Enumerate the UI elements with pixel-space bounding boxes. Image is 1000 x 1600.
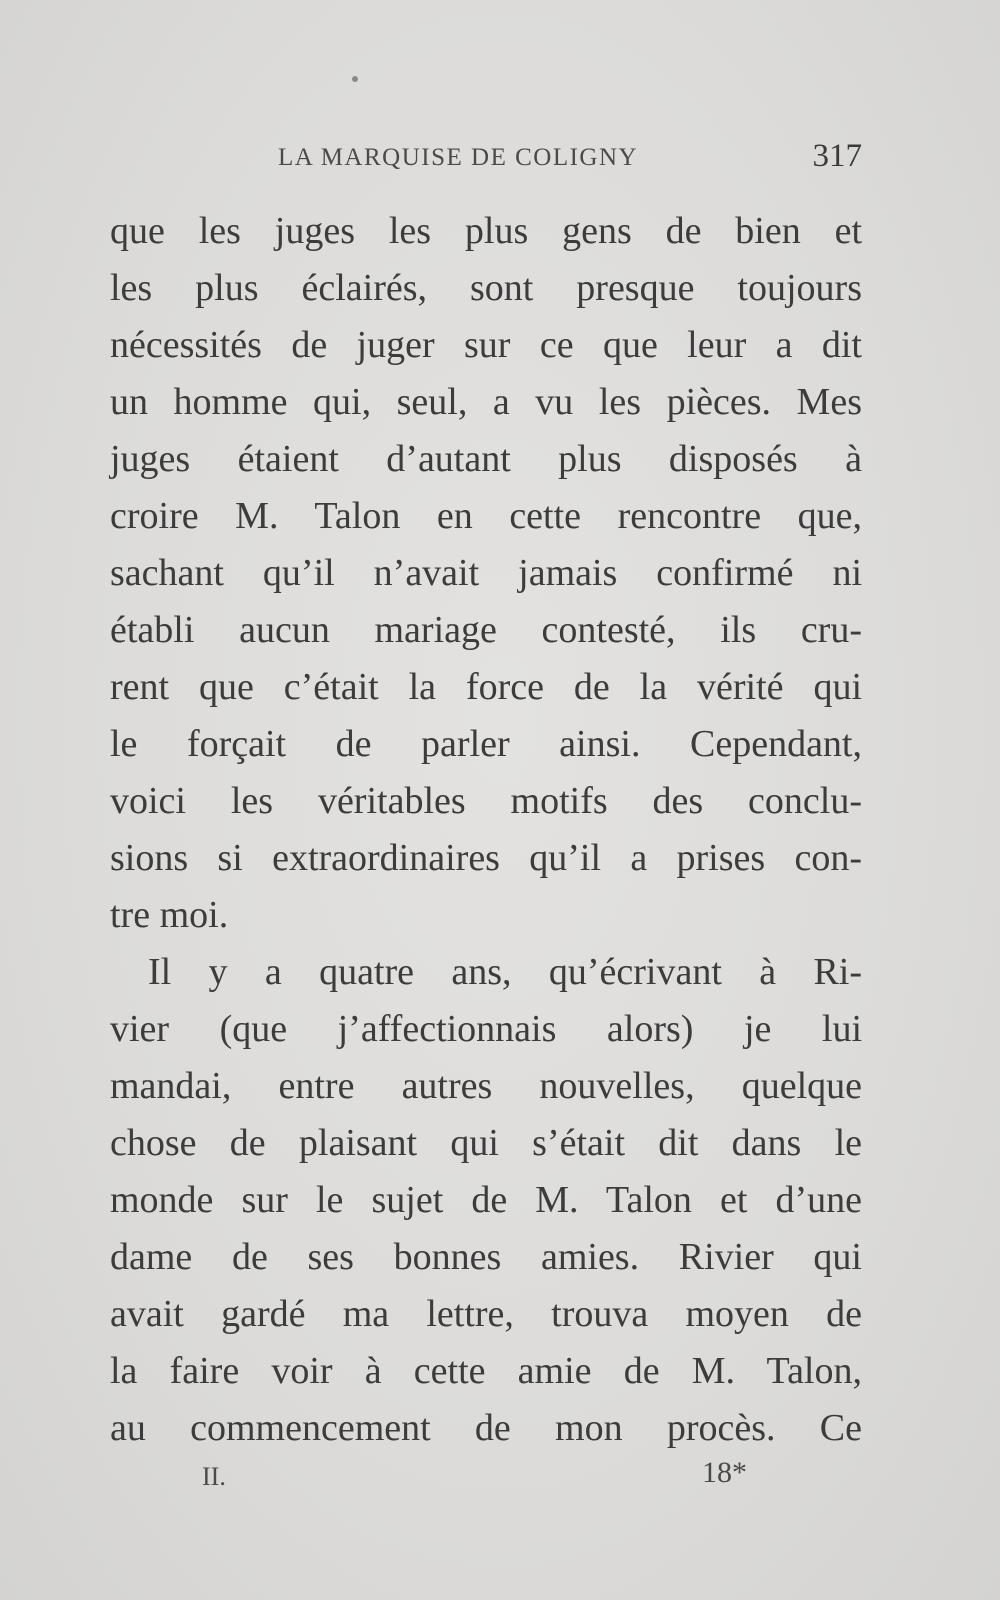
text-line: voici les véritables motifs des conclu- xyxy=(110,780,862,822)
ink-speck xyxy=(352,76,358,82)
running-title: LA MARQUISE DE COLIGNY xyxy=(278,144,639,171)
text-line: au commencement de mon procès. Ce xyxy=(110,1407,862,1449)
text-line: mandai, entre autres nouvelles, quelque xyxy=(110,1065,862,1107)
text-line: dame de ses bonnes amies. Rivier qui xyxy=(110,1236,862,1278)
text-line: rent que c’était la force de la vérité qui xyxy=(110,666,862,708)
text-line: les plus éclairés, sont presque toujours xyxy=(110,267,862,309)
page-footer xyxy=(110,1456,862,1502)
text-line: chose de plaisant qui s’était dit dans le xyxy=(110,1122,862,1164)
text-line: vier (que j’affectionnais alors) je lui xyxy=(110,1008,862,1050)
text-line: que les juges les plus gens de bien et xyxy=(110,210,862,252)
text-line: sachant qu’il n’avait jamais confirmé ni xyxy=(110,552,862,594)
body-text xyxy=(110,203,862,1457)
text-line: la faire voir à cette amie de M. Talon, xyxy=(110,1350,862,1392)
text-line: croire M. Talon en cette rencontre que, xyxy=(110,495,862,537)
paragraph-1 xyxy=(110,203,862,944)
text-line: nécessités de juger sur ce que leur a dit xyxy=(110,324,862,366)
text-line: monde sur le sujet de M. Talon et d’une xyxy=(110,1179,862,1221)
text-line: un homme qui, seul, a vu les pièces. Mes xyxy=(110,381,862,423)
text-line: juges étaient d’autant plus disposés à xyxy=(110,438,862,480)
text-line: avait gardé ma lettre, trouva moyen de xyxy=(110,1293,862,1335)
text-line: établi aucun mariage contesté, ils cru- xyxy=(110,609,862,651)
sheet-signature: 18* xyxy=(702,1456,747,1489)
page-number: 317 xyxy=(812,138,862,174)
text-line: tre moi. xyxy=(110,894,229,936)
paragraph-2 xyxy=(110,944,862,1457)
text-line: le forçait de parler ainsi. Cependant, xyxy=(110,723,862,765)
page-header xyxy=(110,138,862,178)
text-line: sions si extraordinaires qu’il a prises con- xyxy=(110,837,862,879)
volume-signature: II. xyxy=(202,1462,226,1491)
text-line: Il y a quatre ans, qu’écrivant à Ri- xyxy=(148,951,862,993)
